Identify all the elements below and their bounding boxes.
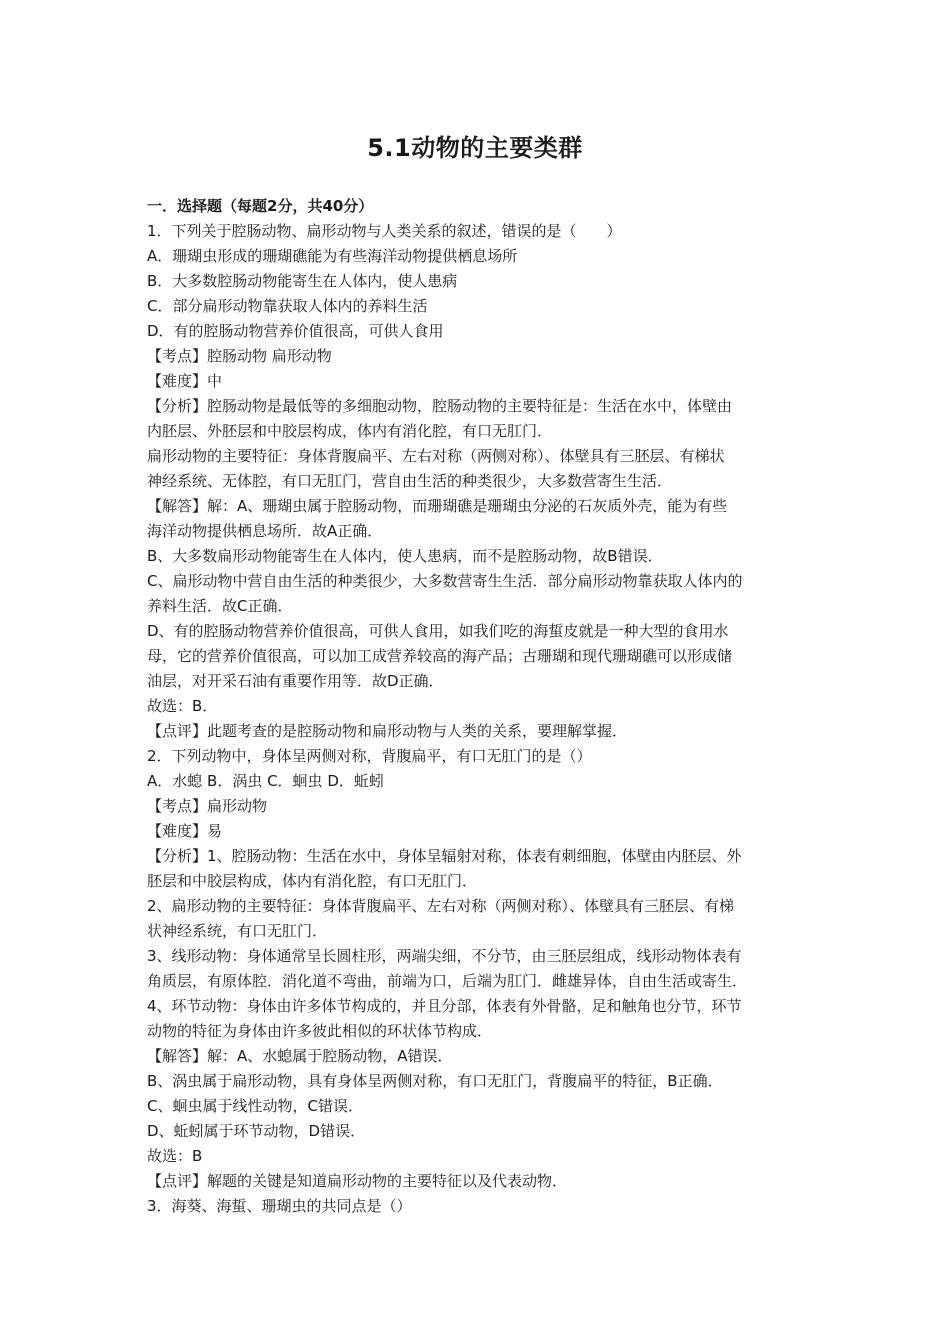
- text-line: 【解答】解：A、水螅属于腔肠动物，A错误．: [147, 1047, 453, 1065]
- text-line: A．珊瑚虫形成的珊瑚礁能为有些海洋动物提供栖息场所: [147, 247, 518, 265]
- text-line: C、扁形动物中营自由生活的种类很少，大多数营寄生生活．部分扁形动物靠获取人体内的: [147, 572, 743, 590]
- text-line: 【点评】此题考查的是腔肠动物和扁形动物与人类的关系，要理解掌握．: [147, 722, 628, 740]
- text-line: B．大多数腔肠动物能寄生在人体内，使人患病: [147, 272, 458, 290]
- text-line: 【分析】1、腔肠动物：生活在水中，身体呈辐射对称，体表有刺细胞，体壁由内胚层、外: [147, 847, 742, 865]
- text-line: 2．下列动物中，身体呈两侧对称，背腹扁平，有口无肛门的是（）: [147, 747, 592, 765]
- text-line: 【考点】腔肠动物 扁形动物: [147, 347, 332, 365]
- text-line: 3．海葵、海蜇、珊瑚虫的共同点是（）: [147, 1197, 412, 1215]
- text-line: 【点评】解题的关键是知道扁形动物的主要特征以及代表动物．: [147, 1172, 568, 1190]
- document-body: [147, 194, 812, 1219]
- text-line: C．部分扁形动物靠获取人体内的养料生活: [147, 297, 428, 315]
- text-line: 【考点】扁形动物: [147, 797, 268, 815]
- text-line: 【难度】中: [147, 372, 223, 390]
- text-line: 【解答】解：A、珊瑚虫属于腔肠动物，而珊瑚礁是珊瑚虫分泌的石灰质外壳，能为有些: [147, 497, 728, 515]
- text-line: 养料生活．故C正确．: [147, 597, 293, 615]
- text-line: 2、扁形动物的主要特征：身体背腹扁平、左右对称（两侧对称）、体壁具有三胚层、有梯: [147, 897, 735, 915]
- text-line: A．水螅 B．涡虫 C．蛔虫 D．蚯蚓: [147, 772, 384, 790]
- text-line: 胚层和中胶层构成，体内有消化腔，有口无肛门．: [147, 872, 478, 890]
- page-title: 5.1动物的主要类群: [367, 134, 583, 162]
- text-line: 角质层，有原体腔．消化道不弯曲，前端为口，后端为肛门．雌雄异体，自由生活或寄生．: [147, 972, 748, 990]
- text-line: D．有的腔肠动物营养价值很高，可供人食用: [147, 322, 444, 340]
- text-line: D、蚯蚓属于环节动物，D错误．: [147, 1122, 366, 1140]
- text-line: 故选：B．: [147, 697, 218, 715]
- text-line: 扁形动物的主要特征：身体背腹扁平、左右对称（两侧对称）、体壁具有三胚层、有梯状: [147, 447, 725, 465]
- text-lines: [147, 219, 812, 1219]
- text-line: C、蛔虫属于线性动物，C错误．: [147, 1097, 363, 1115]
- text-line: 故选：B: [147, 1147, 203, 1165]
- text-line: 油层，对开采石油有重要作用等．故D正确．: [147, 672, 444, 690]
- text-line: 4、环节动物：身体由许多体节构成的，并且分部，体表有外骨骼，足和触角也分节，环节: [147, 997, 742, 1015]
- text-line: 内胚层、外胚层和中胶层构成，体内有消化腔，有口无肛门．: [147, 422, 553, 440]
- text-line: 1．下列关于腔肠动物、扁形动物与人类关系的叙述，错误的是（ ）: [147, 222, 622, 240]
- text-line: 海洋动物提供栖息场所．故A正确．: [147, 522, 383, 540]
- text-line: 【分析】腔肠动物是最低等的多细胞动物，腔肠动物的主要特征是：生活在水中，体壁由: [147, 397, 733, 415]
- text-line: D、有的腔肠动物营养价值很高，可供人食用，如我们吃的海蜇皮就是一种大型的食用水: [147, 622, 729, 640]
- text-line: 母，它的营养价值很高，可以加工成营养较高的海产品；古珊瑚和现代珊瑚礁可以形成储: [147, 647, 733, 665]
- text-line: 动物的特征为身体由许多彼此相似的环状体节构成．: [147, 1022, 493, 1040]
- text-line: B、大多数扁形动物能寄生在人体内，使人患病，而不是腔肠动物，故B错误．: [147, 547, 663, 565]
- text-line: 神经系统、无体腔，有口无肛门，营自由生活的种类很少，大多数营寄生生活．: [147, 472, 673, 490]
- text-line: 【难度】易: [147, 822, 223, 840]
- text-line: 3、线形动物：身体通常呈长圆柱形，两端尖细，不分节，由三胚层组成，线形动物体表有: [147, 947, 742, 965]
- text-line: 状神经系统，有口无肛门．: [147, 922, 328, 940]
- section-heading: 一．选择题（每题2分，共40分）: [147, 197, 374, 215]
- text-line: B、涡虫属于扁形动物，具有身体呈两侧对称，有口无肛门，背腹扁平的特征，B正确．: [147, 1072, 723, 1090]
